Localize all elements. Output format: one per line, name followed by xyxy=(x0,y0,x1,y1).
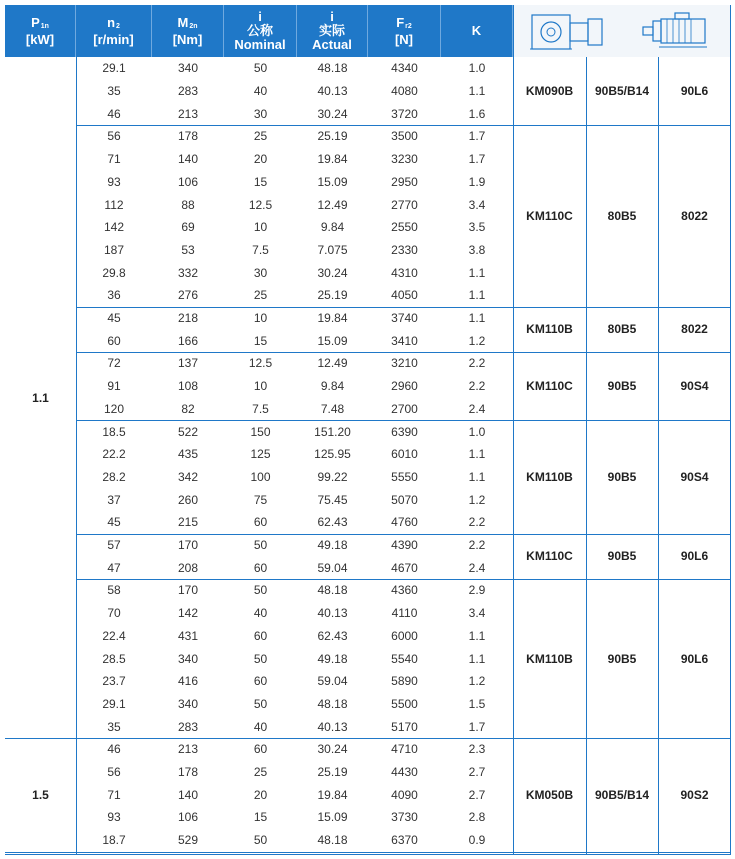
torque-cell: 283 xyxy=(177,84,199,99)
service-factor-cell: 1.1 xyxy=(468,265,486,280)
service-factor-cell: 2.8 xyxy=(468,810,486,825)
motor-cell: 90S4 xyxy=(680,379,709,394)
table-right-border xyxy=(730,5,731,855)
service-factor-cell: 1.1 xyxy=(468,651,486,666)
ratio-actual-cell: 25.19 xyxy=(317,288,348,303)
column-divider xyxy=(513,57,514,855)
speed-cell: 57 xyxy=(107,538,121,553)
ratio-actual-cell: 40.13 xyxy=(317,719,348,734)
ratio-actual-cell: 62.43 xyxy=(317,515,348,530)
speed-cell: 72 xyxy=(107,356,121,371)
radial-load-cell: 4360 xyxy=(391,583,418,598)
header-drawing-area xyxy=(513,5,731,57)
service-factor-cell: 3.5 xyxy=(468,220,486,235)
service-factor-cell: 1.1 xyxy=(468,469,486,484)
ratio-actual-cell: 48.18 xyxy=(317,696,348,711)
column-divider xyxy=(658,57,659,855)
speed-cell: 56 xyxy=(107,765,121,780)
service-factor-cell: 2.3 xyxy=(468,742,486,757)
speed-cell: 112 xyxy=(104,197,124,212)
service-factor-cell: 1.0 xyxy=(468,61,486,76)
model-cell: KM090B xyxy=(525,84,574,99)
ratio-nominal-cell: 25 xyxy=(253,129,268,144)
speed-cell: 58 xyxy=(107,583,121,598)
ratio-actual-cell: 19.84 xyxy=(317,152,348,167)
group-divider xyxy=(76,852,731,853)
radial-load-cell: 4430 xyxy=(391,765,418,780)
ratio-nominal-cell: 20 xyxy=(253,152,268,167)
ratio-nominal-cell: 75 xyxy=(253,492,268,507)
torque-cell: 170 xyxy=(177,583,199,598)
motor-cell: 90L6 xyxy=(680,549,709,564)
ratio-actual-cell: 48.18 xyxy=(317,833,348,848)
ratio-nominal-cell: 50 xyxy=(253,651,268,666)
ratio-nominal-cell: 10 xyxy=(253,379,268,394)
flange-cell: 80B5 xyxy=(607,322,637,337)
flange-cell: 90B5 xyxy=(607,469,637,484)
motor-cell: 90S4 xyxy=(680,469,709,484)
model-cell: KM110C xyxy=(526,379,573,394)
ratio-actual-cell: 25.19 xyxy=(317,765,348,780)
ratio-actual-cell: 25.19 xyxy=(317,129,348,144)
ratio-actual-cell: 9.84 xyxy=(320,379,345,394)
ratio-actual-cell: 19.84 xyxy=(317,787,348,802)
ratio-actual-cell: 99.22 xyxy=(317,469,348,484)
speed-cell: 22.4 xyxy=(102,628,126,643)
service-factor-cell: 2.7 xyxy=(468,787,486,802)
torque-cell: 340 xyxy=(177,61,199,76)
ratio-nominal-cell: 10 xyxy=(253,311,268,326)
ratio-nominal-cell: 25 xyxy=(253,288,268,303)
service-factor-cell: 1.7 xyxy=(468,129,486,144)
ratio-nominal-cell: 25 xyxy=(253,765,268,780)
radial-load-cell: 4340 xyxy=(391,61,418,76)
service-factor-cell: 1.5 xyxy=(468,696,486,711)
flange-cell: 90B5 xyxy=(607,379,637,394)
model-cell: KM050B xyxy=(525,787,574,802)
torque-cell: 340 xyxy=(177,651,199,666)
header-power: $P_{1n}$ [kW] xyxy=(5,5,76,57)
torque-cell: 208 xyxy=(177,560,199,575)
ratio-actual-cell: 49.18 xyxy=(317,651,348,666)
radial-load-cell: 5540 xyxy=(391,651,418,666)
ratio-actual-cell: 40.13 xyxy=(317,606,348,621)
motor-cell: 90S2 xyxy=(680,787,709,802)
model-cell: KM110B xyxy=(526,322,573,337)
ratio-actual-cell: 59.04 xyxy=(317,674,348,689)
torque-cell: 342 xyxy=(177,469,199,484)
service-factor-cell: 2.2 xyxy=(468,379,486,394)
speed-cell: 93 xyxy=(107,174,121,189)
torque-cell: 178 xyxy=(177,765,199,780)
service-factor-cell: 1.1 xyxy=(468,628,486,643)
radial-load-cell: 5890 xyxy=(391,674,418,689)
ratio-actual-cell: 12.49 xyxy=(317,356,348,371)
speed-cell: 70 xyxy=(107,606,121,621)
radial-load-cell: 4390 xyxy=(391,538,418,553)
model-cell: KM110C xyxy=(526,549,573,564)
service-factor-cell: 2.4 xyxy=(468,401,486,416)
ratio-actual-cell: 62.43 xyxy=(317,628,348,643)
service-factor-cell: 1.1 xyxy=(468,84,486,99)
ratio-actual-cell: 30.24 xyxy=(317,742,348,757)
gearbox-drawing-icon xyxy=(528,9,608,53)
ratio-nominal-cell: 15 xyxy=(253,810,268,825)
service-factor-cell: 2.2 xyxy=(468,356,486,371)
speed-cell: 36 xyxy=(107,288,121,303)
motor-cell: 90L6 xyxy=(680,651,709,666)
ratio-actual-cell: 75.45 xyxy=(317,492,348,507)
speed-cell: 18.5 xyxy=(102,424,126,439)
torque-cell: 166 xyxy=(177,333,199,348)
radial-load-cell: 5550 xyxy=(391,469,418,484)
speed-cell: 46 xyxy=(107,742,121,757)
speed-cell: 45 xyxy=(107,515,121,530)
speed-cell: 93 xyxy=(107,810,121,825)
table-bottom-border xyxy=(5,854,731,855)
service-factor-cell: 1.2 xyxy=(468,674,486,689)
motor-cell: 90L6 xyxy=(680,84,709,99)
speed-cell: 18.7 xyxy=(102,833,126,848)
ratio-nominal-cell: 15 xyxy=(253,333,268,348)
service-factor-cell: 1.7 xyxy=(468,152,486,167)
speed-cell: 37 xyxy=(107,492,121,507)
ratio-nominal-cell: 20 xyxy=(253,787,268,802)
radial-load-cell: 4080 xyxy=(391,84,418,99)
torque-cell: 69 xyxy=(181,220,195,235)
flange-cell: 90B5 xyxy=(607,549,637,564)
spec-table xyxy=(5,5,731,855)
speed-cell: 91 xyxy=(107,379,121,394)
torque-cell: 170 xyxy=(177,538,199,553)
torque-cell: 283 xyxy=(177,719,199,734)
service-factor-cell: 3.8 xyxy=(468,242,486,257)
ratio-nominal-cell: 12.5 xyxy=(248,356,273,371)
ratio-actual-cell: 7.075 xyxy=(317,242,348,257)
speed-cell: 46 xyxy=(107,106,121,121)
model-cell: KM110B xyxy=(526,651,573,666)
radial-load-cell: 4090 xyxy=(391,787,418,802)
service-factor-cell: 3.4 xyxy=(468,606,486,621)
ratio-actual-cell: 30.24 xyxy=(317,106,348,121)
ratio-nominal-cell: 12.5 xyxy=(248,197,273,212)
ratio-actual-cell: 7.48 xyxy=(320,401,345,416)
radial-load-cell: 5500 xyxy=(391,696,418,711)
ratio-nominal-cell: 60 xyxy=(253,560,268,575)
speed-cell: 29.8 xyxy=(102,265,126,280)
ratio-nominal-cell: 15 xyxy=(253,174,268,189)
speed-cell: 28.2 xyxy=(102,469,126,484)
service-factor-cell: 3.4 xyxy=(468,197,486,212)
radial-load-cell: 4670 xyxy=(391,560,418,575)
radial-load-cell: 6000 xyxy=(391,628,418,643)
ratio-actual-cell: 12.49 xyxy=(317,197,348,212)
ratio-actual-cell: 125.95 xyxy=(314,447,351,462)
speed-cell: 71 xyxy=(107,152,121,167)
service-factor-cell: 2.4 xyxy=(468,560,486,575)
ratio-actual-cell: 15.09 xyxy=(317,333,348,348)
torque-cell: 416 xyxy=(177,674,199,689)
service-factor-cell: 1.6 xyxy=(468,106,486,121)
speed-cell: 60 xyxy=(107,333,121,348)
ratio-actual-cell: 19.84 xyxy=(317,311,348,326)
speed-cell: 47 xyxy=(107,560,121,575)
torque-cell: 137 xyxy=(177,356,199,371)
torque-cell: 276 xyxy=(177,288,199,303)
speed-cell: 187 xyxy=(103,242,125,257)
torque-cell: 435 xyxy=(177,447,199,462)
radial-load-cell: 2550 xyxy=(391,220,418,235)
motor-drawing-icon xyxy=(637,9,717,53)
power-group-divider xyxy=(5,852,76,853)
torque-cell: 431 xyxy=(177,628,199,643)
ratio-nominal-cell: 10 xyxy=(253,220,268,235)
service-factor-cell: 1.1 xyxy=(468,311,486,326)
radial-load-cell: 3720 xyxy=(391,106,418,121)
ratio-actual-cell: 9.84 xyxy=(320,220,345,235)
radial-load-cell: 4710 xyxy=(391,742,418,757)
speed-cell: 120 xyxy=(103,401,125,416)
ratio-nominal-cell: 150 xyxy=(250,424,271,439)
motor-cell: 8022 xyxy=(681,322,708,337)
speed-cell: 28.5 xyxy=(102,651,126,666)
ratio-nominal-cell: 40 xyxy=(253,719,268,734)
service-factor-cell: 2.7 xyxy=(468,765,486,780)
radial-load-cell: 3410 xyxy=(391,333,418,348)
radial-load-cell: 2950 xyxy=(391,174,418,189)
ratio-actual-cell: 48.18 xyxy=(317,61,348,76)
torque-cell: 522 xyxy=(177,424,199,439)
service-factor-cell: 1.2 xyxy=(468,333,486,348)
radial-load-cell: 4110 xyxy=(391,606,418,621)
ratio-actual-cell: 15.09 xyxy=(317,174,348,189)
radial-load-cell: 6390 xyxy=(391,424,418,439)
ratio-actual-cell: 40.13 xyxy=(317,84,348,99)
speed-cell: 23.7 xyxy=(102,674,126,689)
radial-load-cell: 2960 xyxy=(391,379,418,394)
flange-cell: 90B5/B14 xyxy=(594,787,650,802)
torque-cell: 140 xyxy=(177,152,199,167)
torque-cell: 140 xyxy=(177,787,199,802)
speed-cell: 35 xyxy=(107,84,121,99)
ratio-nominal-cell: 60 xyxy=(253,674,268,689)
torque-cell: 106 xyxy=(177,174,199,189)
speed-cell: 56 xyxy=(107,129,121,144)
model-cell: KM110C xyxy=(526,208,573,223)
radial-load-cell: 2330 xyxy=(391,242,418,257)
ratio-nominal-cell: 40 xyxy=(253,84,268,99)
radial-load-cell: 5170 xyxy=(391,719,418,734)
radial-load-cell: 3500 xyxy=(391,129,418,144)
radial-load-cell: 3210 xyxy=(391,356,418,371)
ratio-actual-cell: 15.09 xyxy=(317,810,348,825)
torque-cell: 106 xyxy=(177,810,199,825)
power-cell: 1.1 xyxy=(32,390,49,405)
radial-load-cell: 4310 xyxy=(391,265,418,280)
service-factor-cell: 0.9 xyxy=(468,833,486,848)
torque-cell: 213 xyxy=(177,106,199,121)
radial-load-cell: 6010 xyxy=(391,447,418,462)
model-cell: KM110B xyxy=(526,469,573,484)
radial-load-cell: 4050 xyxy=(391,288,418,303)
flange-cell: 90B5/B14 xyxy=(594,84,650,99)
ratio-actual-cell: 151.20 xyxy=(314,424,351,439)
flange-cell: 90B5 xyxy=(607,651,637,666)
speed-cell: 29.1 xyxy=(102,696,126,711)
service-factor-cell: 1.9 xyxy=(468,174,486,189)
torque-cell: 260 xyxy=(177,492,199,507)
torque-cell: 332 xyxy=(177,265,199,280)
ratio-nominal-cell: 50 xyxy=(253,61,268,76)
flange-cell: 80B5 xyxy=(607,208,637,223)
ratio-nominal-cell: 50 xyxy=(253,833,268,848)
torque-cell: 82 xyxy=(181,401,195,416)
torque-cell: 213 xyxy=(177,742,199,757)
ratio-nominal-cell: 125 xyxy=(250,447,271,462)
ratio-nominal-cell: 7.5 xyxy=(252,401,269,416)
radial-load-cell: 3230 xyxy=(391,152,418,167)
ratio-nominal-cell: 50 xyxy=(253,583,268,598)
radial-load-cell: 3730 xyxy=(391,810,418,825)
torque-cell: 218 xyxy=(177,311,199,326)
ratio-nominal-cell: 50 xyxy=(253,538,268,553)
service-factor-cell: 2.2 xyxy=(468,538,486,553)
torque-cell: 142 xyxy=(177,606,199,621)
speed-cell: 71 xyxy=(107,787,121,802)
ratio-nominal-cell: 60 xyxy=(253,515,268,530)
ratio-nominal-cell: 100 xyxy=(250,469,271,484)
service-factor-cell: 2.9 xyxy=(468,583,486,598)
ratio-nominal-cell: 60 xyxy=(253,742,268,757)
ratio-nominal-cell: 40 xyxy=(253,606,268,621)
header-ratio-actual: i 实际 Actual xyxy=(297,5,368,57)
ratio-nominal-cell: 30 xyxy=(253,106,268,121)
ratio-actual-cell: 59.04 xyxy=(317,560,348,575)
service-factor-cell: 2.2 xyxy=(468,515,486,530)
torque-cell: 88 xyxy=(181,197,195,212)
column-divider xyxy=(586,57,587,855)
speed-cell: 22.2 xyxy=(102,447,126,462)
header-service-factor: K xyxy=(441,5,513,57)
radial-load-cell: 6370 xyxy=(391,833,418,848)
service-factor-cell: 1.1 xyxy=(468,447,486,462)
radial-load-cell: 4760 xyxy=(391,515,418,530)
ratio-nominal-cell: 60 xyxy=(253,628,268,643)
torque-cell: 340 xyxy=(177,696,199,711)
ratio-nominal-cell: 50 xyxy=(253,696,268,711)
speed-cell: 45 xyxy=(107,311,121,326)
header-radial-load: $F_{r2}$ [N] xyxy=(368,5,441,57)
column-divider xyxy=(76,57,77,855)
radial-load-cell: 5070 xyxy=(391,492,418,507)
service-factor-cell: 1.1 xyxy=(468,288,486,303)
torque-cell: 178 xyxy=(177,129,199,144)
header-torque: $M_{2n}$ [Nm] xyxy=(152,5,224,57)
ratio-actual-cell: 30.24 xyxy=(317,265,348,280)
power-cell: 1.5 xyxy=(32,787,49,802)
ratio-nominal-cell: 30 xyxy=(253,265,268,280)
ratio-actual-cell: 49.18 xyxy=(317,538,348,553)
torque-cell: 215 xyxy=(177,515,199,530)
ratio-nominal-cell: 7.5 xyxy=(252,242,269,257)
radial-load-cell: 3740 xyxy=(391,311,418,326)
service-factor-cell: 1.2 xyxy=(468,492,486,507)
ratio-actual-cell: 48.18 xyxy=(317,583,348,598)
torque-cell: 529 xyxy=(177,833,199,848)
radial-load-cell: 2770 xyxy=(391,197,418,212)
header-ratio-nominal: i 公称 Nominal xyxy=(224,5,297,57)
service-factor-cell: 1.0 xyxy=(468,424,486,439)
torque-cell: 53 xyxy=(181,242,195,257)
speed-cell: 142 xyxy=(103,220,125,235)
service-factor-cell: 1.7 xyxy=(468,719,486,734)
radial-load-cell: 2700 xyxy=(391,401,418,416)
speed-cell: 29.1 xyxy=(102,61,126,76)
torque-cell: 108 xyxy=(177,379,199,394)
motor-cell: 8022 xyxy=(681,208,708,223)
speed-cell: 35 xyxy=(107,719,121,734)
header-speed: $n_2$ [r/min] xyxy=(76,5,152,57)
